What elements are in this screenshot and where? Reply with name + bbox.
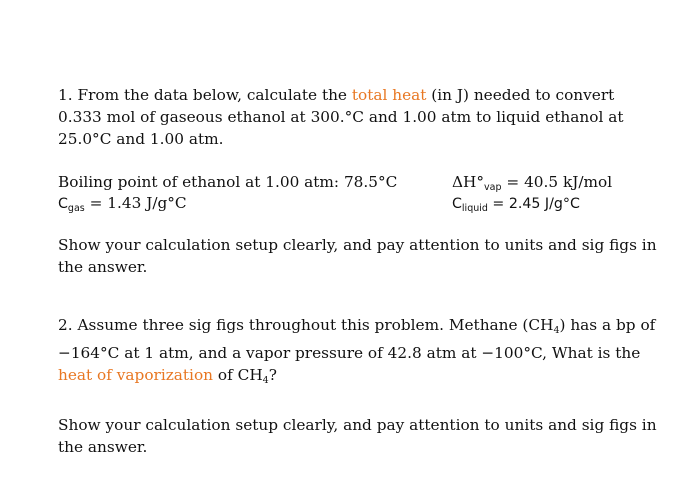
question-2: [58, 314, 658, 458]
question-2-text-c: of CH: [213, 366, 263, 384]
question-2-text-a: 2. Assume three sig figs throughout this problem. Methane (CH: [58, 316, 554, 334]
boiling-point: Boiling point of ethanol at 1.00 atm: 78.5°C: [58, 173, 398, 191]
question-2-prompt: [58, 314, 658, 392]
c-liquid-symbol: C: [452, 196, 462, 212]
c-liquid-subscript: liquid: [461, 203, 488, 214]
c-gas-subscript: gas: [67, 203, 85, 214]
total-heat-highlight: total heat: [351, 86, 427, 104]
given-data-right: [452, 172, 612, 214]
c-gas-symbol: C: [58, 196, 68, 212]
question-1-intro: 1. From the data below, calculate the: [58, 86, 352, 104]
ch4-subscript-c: 4: [262, 375, 269, 386]
delta-h-value: = 40.5 kJ/mol: [501, 173, 613, 191]
question-2-text-b: ) has a bp of −164°C at 1 atm, and a vapor pressure of 42.8 atm at −100°C, What is the: [58, 316, 656, 362]
c-liquid-value: = 2.45 J/g°C: [487, 196, 580, 212]
question-1-instructions: Show your calculation setup clearly, and pay attention to units and sig figs in the answer.: [58, 236, 657, 276]
ch4-subscript-a: 4: [553, 325, 560, 336]
question-1-rest: (in J) needed to convert 0.333 mol of gaseous ethanol at 300.°C and 1.00 atm to liquid ethanol at 25.0°C and 1.00 atm.: [58, 86, 624, 148]
c-gas: [58, 193, 397, 214]
delta-h-vap: [452, 172, 612, 193]
question-1: [58, 84, 658, 278]
question-1-prompt: [58, 84, 658, 150]
given-data: [58, 172, 658, 214]
given-data-left: [58, 172, 397, 214]
heat-of-vaporization-highlight: heat of vaporization: [58, 366, 214, 384]
c-liquid: [452, 193, 612, 214]
c-gas-value: = 1.43 J/g°C: [84, 194, 187, 212]
delta-h-symbol: ΔH°: [452, 173, 485, 191]
delta-h-subscript: vap: [484, 182, 502, 193]
question-2-instructions: Show your calculation setup clearly, and pay attention to units and sig figs in the answer.: [58, 416, 657, 456]
question-2-text-d: ?: [268, 366, 277, 384]
